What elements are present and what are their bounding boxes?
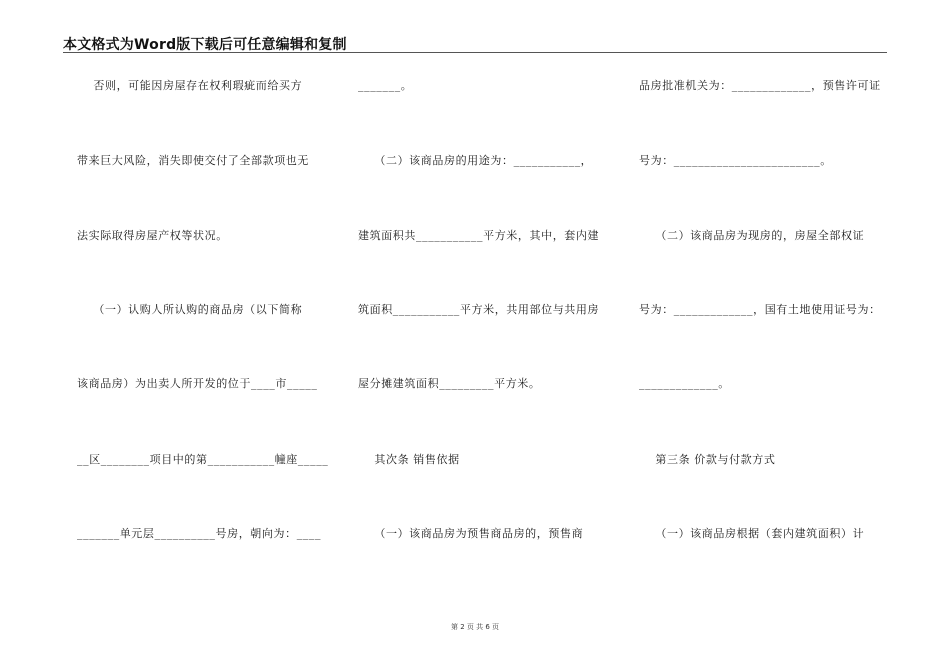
text-line: _____________。: [639, 377, 730, 390]
text-line: （一）该商品房为预售商品房的，预售商: [358, 527, 584, 540]
text-line: 带来巨大风险，消失即使交付了全部款项也无: [77, 154, 309, 167]
text-line: 号为：_____________，国有土地使用证号为：: [639, 303, 881, 316]
text-line: 筑面积___________平方米，共用部位与共用房: [358, 303, 600, 316]
text-line: （一）认购人所认购的商品房（以下简称: [77, 303, 303, 316]
text-line: 法实际取得房屋产权等状况。: [77, 229, 228, 242]
text-line: 第三条 价款与付款方式: [639, 453, 776, 466]
text-line: （二）该商品房为现房的，房屋全部权证: [639, 229, 865, 242]
text-line: _______单元层__________号房，朝向为：____: [77, 527, 322, 540]
text-line: __区________项目中的第___________幢座_____: [77, 453, 329, 466]
text-line: 该商品房）为出卖人所开发的位于____市_____: [77, 377, 318, 390]
text-line: （二）该商品房的用途为：___________，: [358, 154, 593, 167]
text-line: 其次条 销售依据: [358, 453, 460, 466]
text-line: 屋分摊建筑面积_________平方米。: [358, 377, 541, 390]
page-number-footer: 第 2 页 共 6 页: [450, 623, 500, 631]
text-line: _______。: [358, 79, 413, 92]
text-line: 品房批准机关为：_____________，预售许可证: [639, 79, 881, 92]
document-header-title: 本文格式为Word版下载后可任意编辑和复制: [63, 37, 347, 53]
text-line: （一）该商品房根据（套内建筑面积）计: [639, 527, 865, 540]
text-line: 建筑面积共___________平方米，其中，套内建: [358, 229, 600, 242]
header-divider: [63, 52, 887, 53]
text-line: 号为：________________________。: [639, 154, 832, 167]
text-line: 否则，可能因房屋存在权利瑕疵而给买方: [77, 79, 303, 92]
